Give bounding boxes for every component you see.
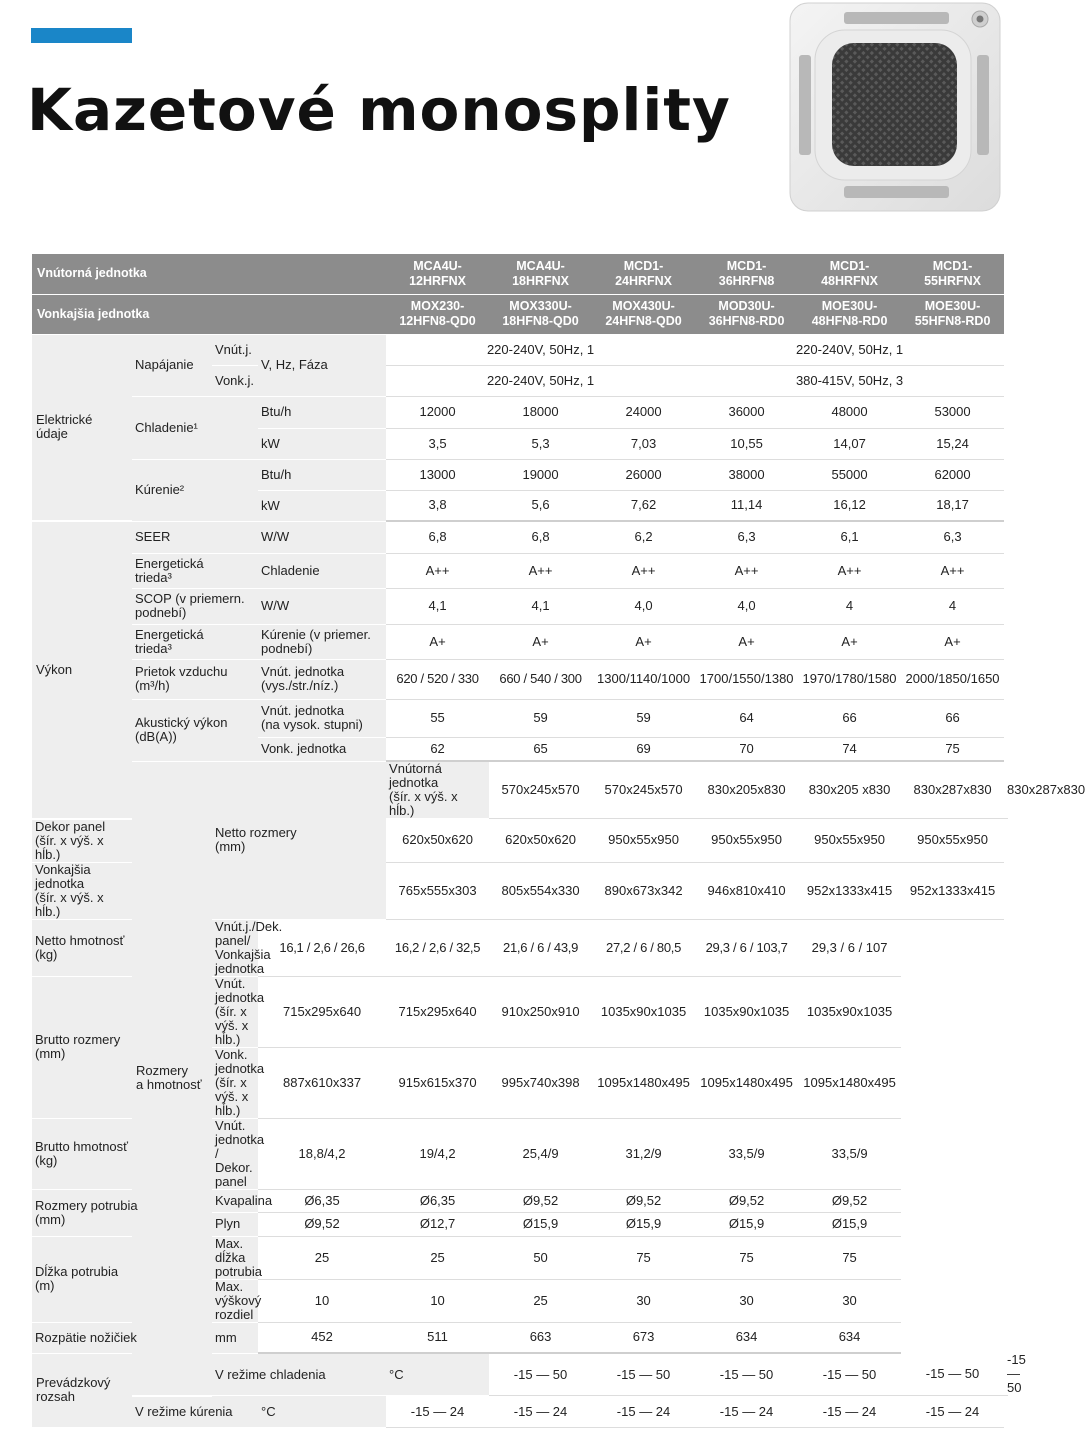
value-cell: 220-240V, 50Hz, 1	[695, 334, 1004, 365]
value-cell: -15 — 50	[489, 1353, 592, 1396]
value-cell: 38000	[695, 459, 798, 490]
value-cell: 66	[798, 699, 901, 737]
value-cell: 21,6 / 6 / 43,9	[489, 919, 592, 976]
value-cell: -15 — 50	[798, 1353, 901, 1396]
outdoor-unit-header	[32, 294, 1008, 334]
value-cell: -15 — 50	[901, 1353, 1004, 1396]
outdoor-unit-header-label: Vonkajšia jednotka	[32, 294, 386, 334]
value-cell: 220-240V, 50Hz, 1	[386, 365, 695, 396]
spec-row	[32, 1322, 1008, 1353]
value-cell: 26000	[592, 459, 695, 490]
value-cell: 65	[489, 737, 592, 761]
value-cell: 31,2/9	[592, 1118, 695, 1189]
spec-row	[32, 699, 1008, 737]
value-cell: 25	[489, 1279, 592, 1322]
value-cell: 13000	[386, 459, 489, 490]
value-cell: 30	[695, 1279, 798, 1322]
parameter-label: V režime kúrenia	[132, 1396, 258, 1428]
value-cell: A+	[695, 624, 798, 659]
value-cell: 950x55x950	[901, 819, 1004, 863]
model-cell: MOX230- 12HFN8-QD0	[386, 294, 489, 334]
value-cell: 452	[258, 1322, 386, 1353]
unit-label: Vonk. jednotka	[258, 737, 386, 761]
value-cell: -15 — 50	[1004, 1353, 1008, 1396]
value-cell: 380-415V, 50Hz, 3	[695, 365, 1004, 396]
value-cell: Ø9,52	[489, 1189, 592, 1212]
value-cell: Ø9,52	[258, 1212, 386, 1236]
value-cell: 1700/1550/1380	[695, 659, 798, 699]
cassette-unit-illustration	[787, 0, 1002, 213]
unit-side-label: Vnút.j.	[212, 334, 258, 365]
unit-label: °C	[386, 1353, 489, 1396]
value-cell: 30	[798, 1279, 901, 1322]
unit-label: Vnút. jednotka (na vysok. stupni)	[258, 699, 386, 737]
unit-label: Kvapalina	[212, 1189, 258, 1212]
value-cell: A++	[489, 553, 592, 588]
value-cell: 6,3	[695, 521, 798, 553]
value-cell: 570x245x570	[489, 761, 592, 819]
value-cell: 4,1	[489, 588, 592, 624]
value-cell: 4	[901, 588, 1004, 624]
parameter-label: Akustický výkon (dB(A))	[132, 699, 258, 761]
unit-label: Vnútorná jednotka (šír. x výš. x hĺb.)	[386, 761, 489, 819]
page-title: Kazetové monosplity	[27, 76, 731, 144]
value-cell: A++	[798, 553, 901, 588]
value-cell: 890x673x342	[592, 862, 695, 919]
value-cell: 75	[901, 737, 1004, 761]
value-cell: 715x295x640	[386, 976, 489, 1047]
value-cell: 830x287x830	[901, 761, 1004, 819]
value-cell: 6,8	[386, 521, 489, 553]
value-cell: 16,1 / 2,6 / 26,6	[258, 919, 386, 976]
value-cell: 74	[798, 737, 901, 761]
value-cell: 25	[386, 1236, 489, 1279]
value-cell: 995x740x398	[489, 1047, 592, 1118]
value-cell: 946x810x410	[695, 862, 798, 919]
unit-label: Vnút.j./Dek. panel/ Vonkajšia jednotka	[212, 919, 258, 976]
model-cell: MCA4U- 12HRFNX	[386, 254, 489, 294]
model-cell: MCD1- 36HRFN8	[695, 254, 798, 294]
value-cell: -15 — 24	[489, 1396, 592, 1428]
value-cell: 36000	[695, 396, 798, 428]
value-cell: 715x295x640	[258, 976, 386, 1047]
parameter-label: Napájanie	[132, 334, 212, 396]
indoor-unit-header	[32, 254, 1008, 294]
unit-label: Kúrenie (v priemer. podnebí)	[258, 624, 386, 659]
value-cell: 10,55	[695, 428, 798, 459]
spec-row	[32, 588, 1008, 624]
parameter-label: Prietok vzduchu (m³/h)	[132, 659, 258, 699]
parameter-label: Dĺžka potrubia (m)	[32, 1236, 212, 1322]
value-cell: 4	[798, 588, 901, 624]
value-cell: 620x50x620	[489, 819, 592, 863]
value-cell: Ø15,9	[695, 1212, 798, 1236]
value-cell: A+	[901, 624, 1004, 659]
model-cell: MOD30U- 36HFN8-RD0	[695, 294, 798, 334]
value-cell: 7,62	[592, 490, 695, 521]
value-cell: 952x1333x415	[798, 862, 901, 919]
value-cell: A+	[798, 624, 901, 659]
spec-row	[32, 1118, 1008, 1189]
unit-label: W/W	[258, 588, 386, 624]
value-cell: 10	[386, 1279, 489, 1322]
value-cell: 511	[386, 1322, 489, 1353]
spec-row	[32, 521, 1008, 553]
value-cell: 5,3	[489, 428, 592, 459]
unit-label: Vnút. jednotka (vys./str./níz.)	[258, 659, 386, 699]
value-cell: 12000	[386, 396, 489, 428]
value-cell: 915x615x370	[386, 1047, 489, 1118]
unit-label: kW	[258, 428, 386, 459]
value-cell: 1035x90x1035	[798, 976, 901, 1047]
value-cell: 64	[695, 699, 798, 737]
parameter-label: SCOP (v priemern. podnebí)	[132, 588, 258, 624]
value-cell: 53000	[901, 396, 1004, 428]
value-cell: 1095x1480x495	[798, 1047, 901, 1118]
unit-label: kW	[258, 490, 386, 521]
value-cell: 29,3 / 6 / 103,7	[695, 919, 798, 976]
unit-label: Vonkajšia jednotka (šír. x výš. x hĺb.)	[32, 862, 132, 919]
value-cell: 830x287x830	[1004, 761, 1008, 819]
value-cell: 7,03	[592, 428, 695, 459]
value-cell: -15 — 50	[695, 1353, 798, 1396]
value-cell: 5,6	[489, 490, 592, 521]
value-cell: 950x55x950	[798, 819, 901, 863]
value-cell: 4,0	[592, 588, 695, 624]
spec-row	[32, 459, 1008, 490]
value-cell: 19000	[489, 459, 592, 490]
value-cell: -15 — 24	[695, 1396, 798, 1428]
value-cell: 6,3	[901, 521, 1004, 553]
value-cell: 952x1333x415	[901, 862, 1004, 919]
value-cell: 220-240V, 50Hz, 1	[386, 334, 695, 365]
parameter-label: SEER	[132, 521, 258, 553]
unit-label: Vnút. jednotka (šír. x výš. x hĺb.)	[212, 976, 258, 1047]
model-cell: MCD1- 24HRFNX	[592, 254, 695, 294]
value-cell: 4,1	[386, 588, 489, 624]
value-cell: 33,5/9	[798, 1118, 901, 1189]
value-cell: 2000/1850/1650	[901, 659, 1004, 699]
value-cell: 4,0	[695, 588, 798, 624]
unit-label: W/W	[258, 521, 386, 553]
value-cell: 24000	[592, 396, 695, 428]
indoor-unit-header-label: Vnútorná jednotka	[32, 254, 386, 294]
value-cell: 11,14	[695, 490, 798, 521]
value-cell: 620x50x620	[386, 819, 489, 863]
value-cell: 59	[592, 699, 695, 737]
value-cell: 59	[489, 699, 592, 737]
value-cell: 16,12	[798, 490, 901, 521]
unit-label: Vnút. jednotka / Dekor. panel	[212, 1118, 258, 1189]
spec-row	[32, 334, 1008, 365]
spec-row	[32, 624, 1008, 659]
value-cell: 570x245x570	[592, 761, 695, 819]
value-cell: 18,8/4,2	[258, 1118, 386, 1189]
value-cell: 15,24	[901, 428, 1004, 459]
value-cell: 830x205x830	[695, 761, 798, 819]
parameter-label: Rozpätie nožičiek	[32, 1322, 212, 1353]
model-cell: MCD1- 48HRFNX	[798, 254, 901, 294]
value-cell: 673	[592, 1322, 695, 1353]
value-cell: 910x250x910	[489, 976, 592, 1047]
value-cell: 1095x1480x495	[695, 1047, 798, 1118]
value-cell: -15 — 24	[798, 1396, 901, 1428]
value-cell: A++	[592, 553, 695, 588]
value-cell: 75	[798, 1236, 901, 1279]
value-cell: 55000	[798, 459, 901, 490]
value-cell: 70	[695, 737, 798, 761]
value-cell: 660 / 540 / 300	[489, 659, 592, 699]
parameter-label: Brutto hmotnosť (kg)	[32, 1118, 212, 1189]
unit-label: V, Hz, Fáza	[258, 334, 386, 396]
unit-label: Max. výškový rozdiel	[212, 1279, 258, 1322]
value-cell: 10	[258, 1279, 386, 1322]
value-cell: 16,2 / 2,6 / 32,5	[386, 919, 489, 976]
value-cell: 3,8	[386, 490, 489, 521]
value-cell: 663	[489, 1322, 592, 1353]
value-cell: 27,2 / 6 / 80,5	[592, 919, 695, 976]
unit-label: Plyn	[212, 1212, 258, 1236]
model-cell: MOE30U- 55HFN8-RD0	[901, 294, 1004, 334]
value-cell: Ø9,52	[798, 1189, 901, 1212]
value-cell: Ø6,35	[386, 1189, 489, 1212]
parameter-label: V režime chladenia	[212, 1353, 386, 1396]
value-cell: A+	[592, 624, 695, 659]
value-cell: 66	[901, 699, 1004, 737]
value-cell: A++	[901, 553, 1004, 588]
group-label: Výkon	[32, 521, 132, 819]
value-cell: 19/4,2	[386, 1118, 489, 1189]
group-label: Rozmery a hmotnosť	[132, 761, 212, 1396]
value-cell: 62	[386, 737, 489, 761]
value-cell: -15 — 24	[592, 1396, 695, 1428]
value-cell: 50	[489, 1236, 592, 1279]
group-label: Prevádzkový rozsah	[32, 1353, 132, 1428]
value-cell: 25	[258, 1236, 386, 1279]
model-cell: MOE30U- 48HFN8-RD0	[798, 294, 901, 334]
value-cell: 33,5/9	[695, 1118, 798, 1189]
spec-row	[32, 761, 1008, 819]
value-cell: 6,2	[592, 521, 695, 553]
value-cell: 1035x90x1035	[592, 976, 695, 1047]
value-cell: 48000	[798, 396, 901, 428]
parameter-label: Kúrenie²	[132, 459, 258, 521]
value-cell: 1095x1480x495	[592, 1047, 695, 1118]
unit-label: Btu/h	[258, 396, 386, 428]
cassette-unit-image	[787, 0, 1002, 213]
value-cell: 950x55x950	[592, 819, 695, 863]
model-cell: MOX430U- 24HFN8-QD0	[592, 294, 695, 334]
spec-row	[32, 659, 1008, 699]
value-cell: A+	[386, 624, 489, 659]
value-cell: 887x610x337	[258, 1047, 386, 1118]
value-cell: 75	[592, 1236, 695, 1279]
value-cell: -15 — 24	[901, 1396, 1004, 1428]
spec-row	[32, 553, 1008, 588]
unit-label: Chladenie	[258, 553, 386, 588]
value-cell: Ø6,35	[258, 1189, 386, 1212]
value-cell: 14,07	[798, 428, 901, 459]
value-cell: Ø15,9	[592, 1212, 695, 1236]
value-cell: Ø15,9	[489, 1212, 592, 1236]
unit-label: Vonk. jednotka (šír. x výš. x hĺb.)	[212, 1047, 258, 1118]
value-cell: 6,8	[489, 521, 592, 553]
value-cell: 29,3 / 6 / 107	[798, 919, 901, 976]
value-cell: 62000	[901, 459, 1004, 490]
parameter-label: Energetická trieda³	[132, 624, 258, 659]
value-cell: Ø9,52	[695, 1189, 798, 1212]
spec-row	[32, 919, 1008, 976]
value-cell: 69	[592, 737, 695, 761]
group-label: Elektrické údaje	[32, 334, 132, 521]
spec-row	[32, 1236, 1008, 1279]
spec-table	[32, 254, 1085, 1429]
value-cell: 805x554x330	[489, 862, 592, 919]
value-cell: 1300/1140/1000	[592, 659, 695, 699]
unit-label: Btu/h	[258, 459, 386, 490]
title-accent-bar	[31, 28, 132, 43]
parameter-label: Energetická trieda³	[132, 553, 258, 588]
unit-side-label: Vonk.j.	[212, 365, 258, 396]
unit-label: Max. dĺžka potrubia	[212, 1236, 258, 1279]
parameter-label: Netto hmotnosť (kg)	[32, 919, 212, 976]
spec-row	[32, 396, 1008, 428]
spec-row	[32, 1396, 1008, 1428]
parameter-label: Rozmery potrubia (mm)	[32, 1189, 212, 1236]
value-cell: 75	[695, 1236, 798, 1279]
value-cell: 634	[695, 1322, 798, 1353]
value-cell: -15 — 50	[592, 1353, 695, 1396]
unit-label: Dekor panel (šír. x výš. x hĺb.)	[32, 819, 132, 863]
value-cell: 6,1	[798, 521, 901, 553]
value-cell: Ø9,52	[592, 1189, 695, 1212]
value-cell: 634	[798, 1322, 901, 1353]
value-cell: 1035x90x1035	[695, 976, 798, 1047]
unit-label: °C	[258, 1396, 386, 1428]
value-cell: 55	[386, 699, 489, 737]
model-cell: MCD1- 55HRFNX	[901, 254, 1004, 294]
value-cell: Ø15,9	[798, 1212, 901, 1236]
value-cell: -15 — 24	[386, 1396, 489, 1428]
value-cell: 830x205 x830	[798, 761, 901, 819]
value-cell: 3,5	[386, 428, 489, 459]
value-cell: 620 / 520 / 330	[386, 659, 489, 699]
value-cell: A++	[386, 553, 489, 588]
value-cell: 18,17	[901, 490, 1004, 521]
value-cell: A+	[489, 624, 592, 659]
value-cell: 18000	[489, 396, 592, 428]
value-cell: A++	[695, 553, 798, 588]
value-cell: 30	[592, 1279, 695, 1322]
spec-row	[32, 976, 1008, 1047]
value-cell: 1970/1780/1580	[798, 659, 901, 699]
model-cell: MOX330U- 18HFN8-QD0	[489, 294, 592, 334]
spec-table-body	[32, 254, 1085, 1428]
value-cell: Ø12,7	[386, 1212, 489, 1236]
value-cell: 25,4/9	[489, 1118, 592, 1189]
parameter-label: Netto rozmery (mm)	[212, 761, 386, 919]
model-cell: MCA4U- 18HRFNX	[489, 254, 592, 294]
parameter-label: Chladenie¹	[132, 396, 258, 459]
spec-row	[32, 1189, 1008, 1212]
parameter-label: Brutto rozmery (mm)	[32, 976, 212, 1118]
unit-label: mm	[212, 1322, 258, 1353]
value-cell: 950x55x950	[695, 819, 798, 863]
value-cell: 765x555x303	[386, 862, 489, 919]
